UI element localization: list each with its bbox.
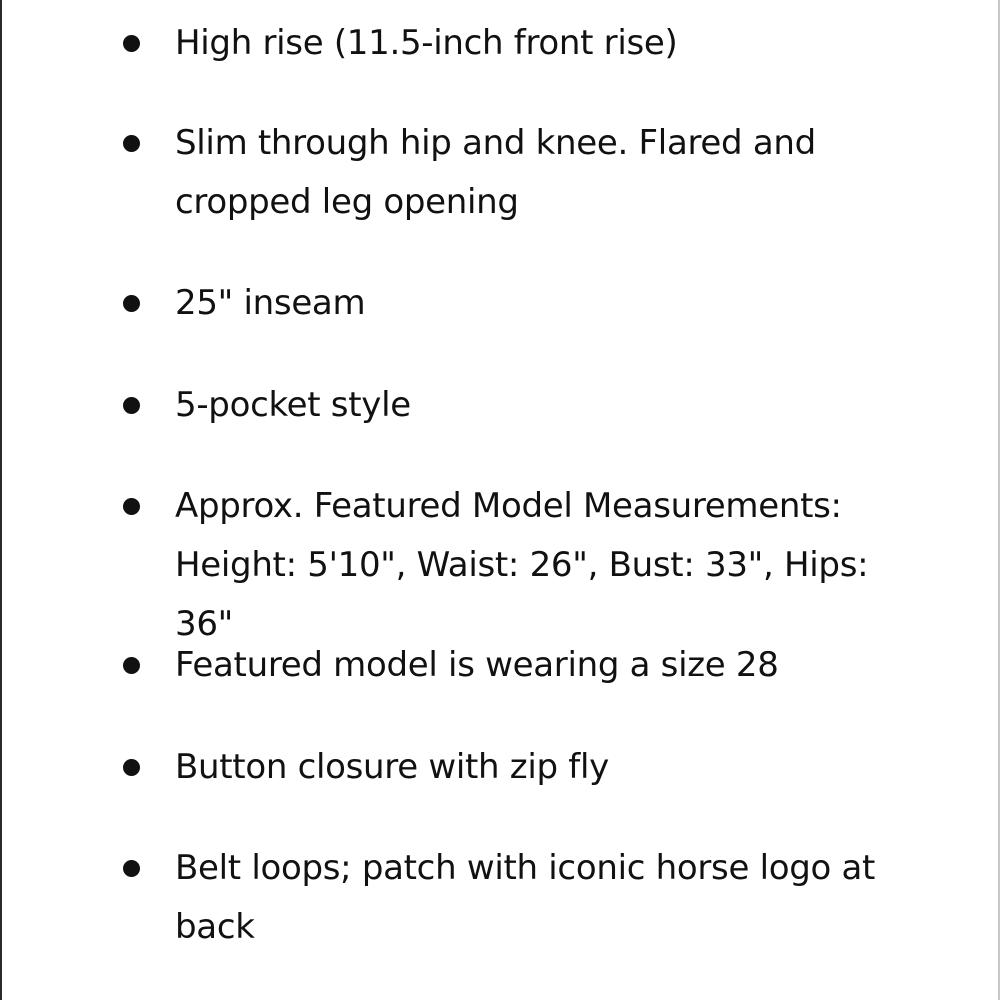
feature-text-model-measurements: Approx. Featured Model Measurements: Height: 5'10", Waist: 26", Bust: 33", Hips: 36" <box>175 486 869 644</box>
feature-text-rise: High rise (11.5-inch front rise) <box>175 23 678 63</box>
feature-text-closure: Button closure with zip fly <box>175 747 609 787</box>
feature-text-model-size: Featured model is wearing a size 28 <box>175 645 779 685</box>
feature-text-belt-loops: Belt loops; patch with iconic horse logo at back <box>175 848 876 947</box>
feature-text-fit: Slim through hip and knee. Flared and cropped leg opening <box>175 123 816 222</box>
bullet-icon <box>123 135 140 152</box>
bullet-icon <box>123 295 140 312</box>
feature-text-inseam: 25" inseam <box>175 283 366 323</box>
feature-text-pockets: 5-pocket style <box>175 385 411 425</box>
bullet-icon <box>123 397 140 414</box>
bullet-icon <box>123 498 140 515</box>
bullet-icon <box>123 759 140 776</box>
bullet-icon <box>123 860 140 877</box>
bullet-icon <box>123 35 140 52</box>
bullet-icon <box>123 657 140 674</box>
